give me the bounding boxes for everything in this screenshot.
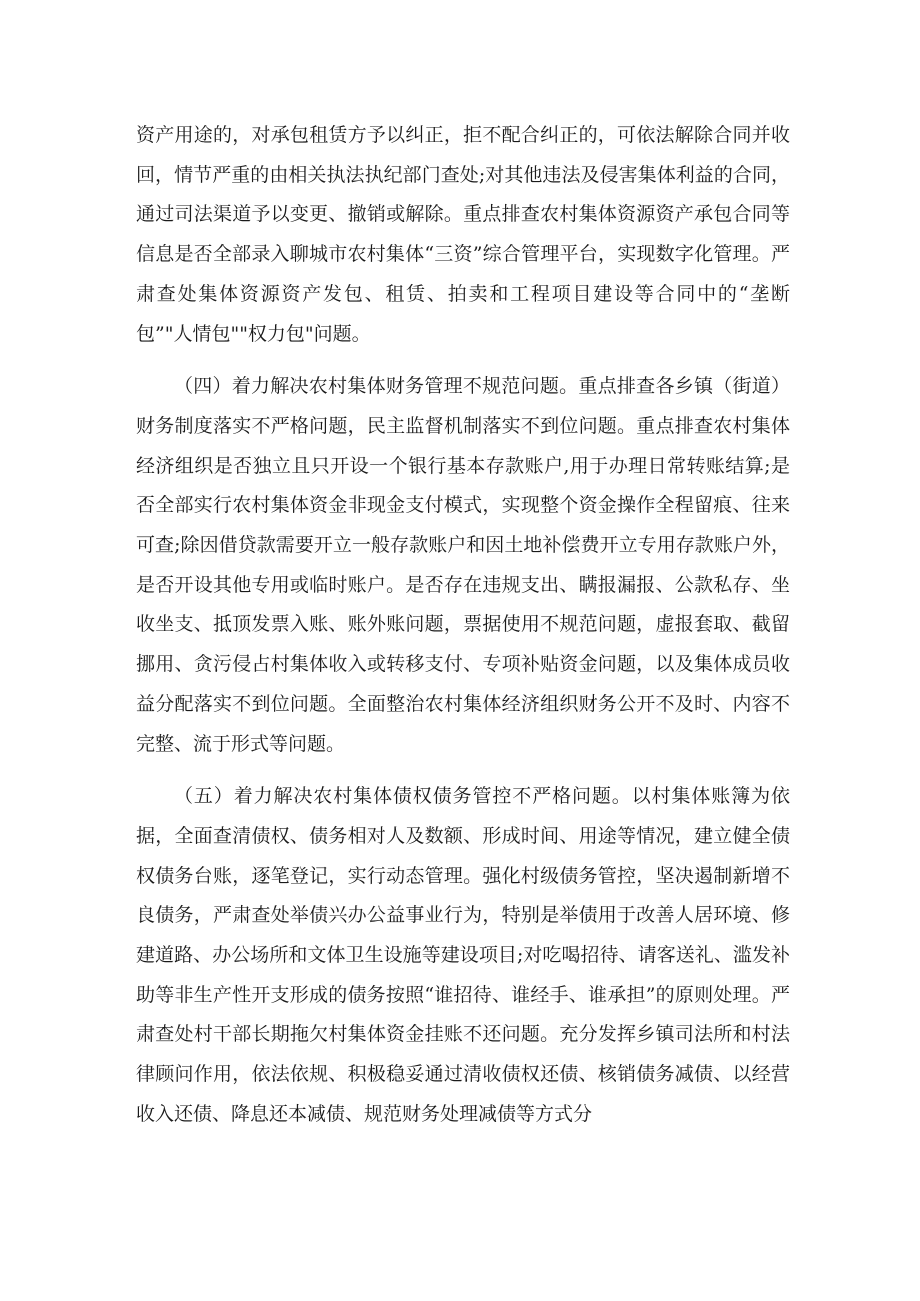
- paragraph-financial-management: （四）着力解决农村集体财务管理不规范问题。重点排查各乡镇（街道）财务制度落实不严格问题，民主监督机制落实不到位问题。重点排查农村集体经济组织是否独立且只开设一个银行基本存款账户,用于办理日常转账结算;是否全部实行农村集体资金非现金支付模式，实现整个资金操作全程留痕、往来可查;除因借贷款需要开立一般存款账户和因土地补偿费开立专用存款账户外，是否开设其他专用或临时账户。是否存在违规支出、瞒报漏报、公款私存、坐收坐支、抵顶发票入账、账外账问题，票据使用不规范问题，虚报套取、截留挪用、贪污侵占村集体收入或转移支付、专项补贴资金问题，以及集体成员收益分配落实不到位问题。全面整治农村集体经济组织财务公开不及时、内容不完整、流于形式等问题。: [136, 375, 790, 755]
- paragraph-debt-management: （五）着力解决农村集体债权债务管控不严格问题。以村集体账簿为依据，全面查清债权、债务相对人及数额、形成时间、用途等情况，建立健全债权债务台账，逐笔登记，实行动态管理。强化村级债务管控，坚决遏制新增不良债务，严肃查处举债兴办公益事业行为，特别是举债用于改善人居环境、修建道路、办公场所和文体卫生设施等建设项目;对吃喝招待、请客送礼、滥发补助等非生产性开支形成的债务按照“谁招待、谁经手、谁承担”的原则处理。严肃查处村干部长期拖欠村集体资金挂账不还问题。充分发挥乡镇司法所和村法律顾问作用，依法依规、积极稳妥通过清收债权还债、核销债务减债、以经营收入还债、降息还本减债、规范财务处理减债等方式分: [136, 785, 790, 1125]
- paragraph-contract-assets: 资产用途的，对承包租赁方予以纠正，拒不配合纠正的，可依法解除合同并收回，情节严重的由相关执法执纪部门查处;对其他违法及侵害集体利益的合同，通过司法渠道予以变更、撤销或解除。重点排查农村集体资源资产承包合同等信息是否全部录入聊城市农村集体“三资”综合管理平台，实现数字化管理。严肃查处集体资源资产发包、租赁、拍卖和工程项目建设等合同中的“垄断包”"人情包""权力包"问题。: [136, 124, 790, 345]
- document-body: [136, 116, 790, 1135]
